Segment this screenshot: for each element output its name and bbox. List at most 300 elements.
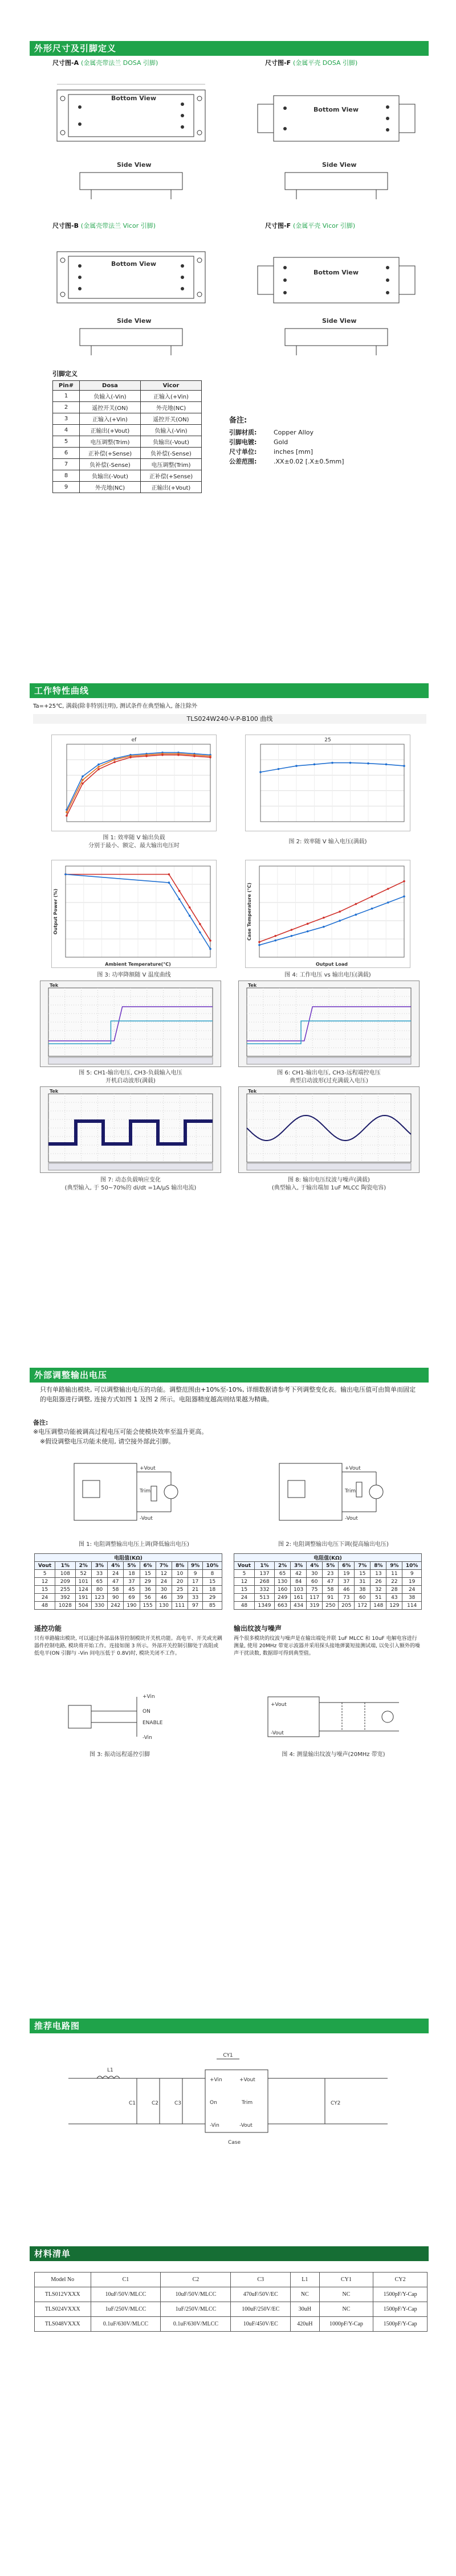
table-cell: 24	[35, 1594, 55, 1602]
data-point	[291, 935, 293, 937]
notes-row	[229, 457, 344, 466]
col-header: 1%	[254, 1562, 274, 1570]
data-point	[403, 880, 405, 883]
fig-a-title	[52, 58, 158, 68]
data-point	[355, 903, 357, 905]
table-cell: 1028	[55, 1602, 76, 1610]
bom-col-header: C2	[161, 2273, 231, 2287]
data-point	[97, 768, 100, 770]
table-cell: 15	[203, 1578, 222, 1586]
trim-up-schematic	[57, 1455, 205, 1529]
remote-vin-p: +Vin	[142, 1694, 155, 1700]
trim-up-trim: Trim	[140, 1488, 151, 1494]
table-row	[234, 1602, 422, 1610]
notes-value: Copper Alloy	[274, 429, 314, 436]
col-header: 7%	[156, 1562, 172, 1570]
fig-b-label: 尺寸图-B	[52, 222, 79, 229]
trim-fig2-caption: 图 2: 电阻调整输出电压下调(提高输出电压)	[278, 1541, 389, 1548]
table-cell: 56	[140, 1594, 156, 1602]
table-cell: 123	[91, 1594, 107, 1602]
ripple-schematic	[256, 1685, 410, 1748]
table-cell: 10	[172, 1570, 188, 1578]
table-cell: 103	[291, 1586, 307, 1594]
pin-definition-table	[52, 380, 202, 493]
bom-header-row	[35, 2273, 427, 2287]
bom-cell: NC	[319, 2302, 373, 2317]
data-point	[199, 923, 201, 925]
bom-cell: 420uH	[291, 2317, 320, 2332]
data-point	[82, 779, 84, 781]
table-cell: 43	[386, 1594, 402, 1602]
fig-a-note: (金属壳带法兰 DOSA 引脚)	[80, 59, 158, 67]
table-cell: 17	[188, 1578, 203, 1586]
pin-row	[53, 391, 202, 402]
outline-drawing-f	[251, 73, 422, 221]
ripple-vout-n: -Vout	[271, 1730, 284, 1736]
bom-col-header: CY1	[319, 2273, 373, 2287]
fig5-caption-line1: 图 5: CH1-输出电压, CH3-负载输入电压	[79, 1070, 182, 1076]
data-point	[189, 906, 191, 909]
trim-down-vout-p: +Vout	[345, 1466, 361, 1471]
fig-f2-note: (金属平壳 Vicor 引脚)	[292, 222, 356, 229]
fig1-caption	[51, 834, 217, 850]
pin-cell: 6	[53, 448, 80, 459]
data-point	[97, 766, 100, 768]
table-cell: 209	[55, 1578, 76, 1586]
data-point	[349, 762, 352, 764]
ripple-text: 两个很多模块的纹波与噪声是在输出端处并联 1uF MLCC 和 10uF 电解电容进行测量, 使用 20MHz 带宽示波器并采用探头接地弹簧短接测试端, 以免引入额外的噪声干扰读数, 数据即可得到典型值。	[234, 1636, 420, 1656]
table-cell: 15	[140, 1570, 156, 1578]
table-cell: 39	[172, 1594, 188, 1602]
table-cell: 21	[188, 1586, 203, 1594]
fig-f2-title	[265, 221, 355, 231]
pin-cell: 负补偿(-Sense)	[80, 459, 141, 470]
table-cell: 249	[275, 1594, 291, 1602]
data-point	[278, 768, 280, 770]
data-point	[168, 873, 170, 876]
fig1-caption-line1: 图 1: 效率随 V 输出负载	[103, 835, 165, 841]
table-cell: 25	[172, 1586, 188, 1594]
table-cell: 330	[91, 1602, 107, 1610]
scope-status-bar	[247, 1163, 411, 1170]
table-cell: 191	[75, 1594, 91, 1602]
data-point	[82, 782, 84, 785]
scope-status-bar	[48, 1163, 213, 1170]
bom-cell: NC	[319, 2287, 373, 2302]
col-header: 8%	[172, 1562, 188, 1570]
section-title-curves: 工作特性曲线	[30, 683, 429, 698]
data-point	[129, 756, 132, 758]
col-header: 5%	[323, 1562, 339, 1570]
table-cell: 160	[275, 1586, 291, 1594]
table-row	[234, 1586, 422, 1594]
pin-cell: 7	[53, 459, 80, 470]
recommended-circuit	[63, 2050, 393, 2147]
data-point	[64, 873, 67, 876]
pin-col-header: Pin#	[53, 381, 80, 391]
data-point	[403, 765, 405, 767]
bom-row	[35, 2302, 427, 2317]
bom-cell: 0.1uF/630V/MLCC	[161, 2317, 231, 2332]
data-point	[178, 890, 181, 892]
table-cell: 190	[124, 1602, 140, 1610]
data-point	[258, 941, 260, 944]
pin-cell: 2	[53, 402, 80, 413]
ripple-vout-p: +Vout	[271, 1702, 287, 1708]
table-cell: 114	[402, 1602, 422, 1610]
pin-row	[53, 448, 202, 459]
remote-schematic	[63, 1685, 177, 1748]
table-cell: 392	[55, 1594, 76, 1602]
table-cell: 9	[402, 1570, 422, 1578]
data-point	[331, 762, 333, 764]
pin-cell: 负输出(-Vout)	[80, 470, 141, 482]
data-point	[209, 948, 211, 950]
data-point	[209, 940, 211, 942]
notes-row	[229, 447, 344, 457]
pin-cell: 正输出(+Vout)	[80, 425, 141, 436]
table-cell: 37	[339, 1578, 355, 1586]
col-header: 4%	[307, 1562, 323, 1570]
data-point	[274, 935, 276, 937]
table-cell: 19	[339, 1570, 355, 1578]
table-cell: 38	[355, 1586, 370, 1594]
data-point	[355, 914, 357, 916]
bom-cell: 1uF/250V/MLCC	[91, 2302, 161, 2317]
fig8-caption	[238, 1176, 420, 1192]
table-cell: 12	[156, 1570, 172, 1578]
pin-cell: 负输入(-Vin)	[80, 391, 141, 402]
bom-col-header: CY2	[373, 2273, 427, 2287]
fig-b-title	[52, 221, 156, 231]
pin-cell: 遥控开关(ON)	[140, 413, 201, 425]
table-cell: 155	[140, 1602, 156, 1610]
table-cell: 60	[307, 1578, 323, 1586]
table-cell: 15	[35, 1586, 55, 1594]
col-header: 4%	[108, 1562, 124, 1570]
fig7-caption	[40, 1176, 221, 1192]
table-cell: 12	[35, 1578, 55, 1586]
x-axis-label: Ambient Temperature(°C)	[105, 962, 171, 967]
bom-cell: 1500pF/Y-Cap	[373, 2287, 427, 2302]
fig7-caption-line2: (典型输入, 于 50~70%的 di/dt =1A/μS 输出电流)	[64, 1185, 197, 1191]
data-point	[314, 764, 316, 766]
data-point	[387, 888, 389, 890]
notes-key: 尺寸单位:	[229, 448, 257, 456]
col-header: 1%	[55, 1562, 76, 1570]
circuit-vout-n: -Vout	[239, 2123, 253, 2128]
outline-notes	[229, 416, 344, 466]
notes-key: 公差范围:	[229, 458, 257, 465]
col-header: 10%	[203, 1562, 222, 1570]
fig6-caption-line2: 典型启动波形(过充满载入电压)	[290, 1078, 368, 1084]
table-header-row	[234, 1562, 422, 1570]
pin-cell: 正补偿(+Sense)	[140, 470, 201, 482]
pin-cell: 4	[53, 425, 80, 436]
remote-text: 只有单路输出模块, 可以通过外部晶体管控制模块开关机功能。高电平、开关或光耦器件控制电路, 模块将开始工作。连接如图 3 所示。外部开关控制引脚处于高阻或低电平(ON 引脚与 -Vin 间电压低于 0.8V)时, 模块关闭不工作。	[34, 1636, 222, 1656]
bottom-view-a: Bottom View	[111, 95, 157, 102]
table-cell: 504	[75, 1602, 91, 1610]
bom-cell: 10uF/450V/EC	[231, 2317, 291, 2332]
trim-down-trim: Trim	[345, 1488, 356, 1494]
pin-cell: 5	[53, 436, 80, 448]
table-cell: 8	[203, 1570, 222, 1578]
y-axis-label: Output Power (%)	[53, 888, 58, 935]
table-cell: 20	[172, 1578, 188, 1586]
data-point	[371, 896, 373, 898]
table-cell: 117	[307, 1594, 323, 1602]
circuit-trim: Trim	[242, 2100, 253, 2106]
data-point	[209, 756, 211, 758]
scope-brand: Tek	[248, 1089, 257, 1094]
fig-f-title	[265, 58, 357, 68]
section-title-bom: 材料清单	[30, 2246, 429, 2261]
data-point	[193, 755, 196, 757]
pin-cell: 负输出(-Vout)	[140, 436, 201, 448]
circuit-on: On	[210, 2100, 217, 2106]
data-point	[371, 908, 373, 910]
bom-cell: 1500pF/Y-Cap	[373, 2302, 427, 2317]
table-cell: 205	[339, 1602, 355, 1610]
notes-value: .XX±0.02 [.X±0.5mm]	[274, 458, 344, 465]
data-point	[403, 896, 405, 898]
circuit-c1: C1	[129, 2101, 136, 2106]
pin-cell: 9	[53, 482, 80, 493]
trim-down-table-title: 电阻值(KΩ)	[234, 1554, 422, 1562]
table-row	[35, 1602, 222, 1610]
table-row	[234, 1578, 422, 1586]
oscilloscope-remote	[238, 981, 420, 1067]
bom-cell: TLS048VXXX	[35, 2317, 91, 2332]
col-header: 2%	[75, 1562, 91, 1570]
bom-cell: 0.1uF/630V/MLCC	[91, 2317, 161, 2332]
col-header: 5%	[124, 1562, 140, 1570]
table-cell: 434	[291, 1602, 307, 1610]
table-cell: 51	[370, 1594, 386, 1602]
fig5-caption-line2: 开机启动波形(满载)	[105, 1078, 156, 1084]
trim-paragraph: 只有单路输出模块, 可以调整输出电压的功能。调整范围由+10%至-10%, 详细数据请参考下列调整变化表。输出电压值可由简单而固定的电阻器进行调整, 连接方式如图 1 及图 2 所示。电阻器精度越高则结果越为精确。	[40, 1386, 416, 1403]
notes-key: 引脚材质:	[229, 429, 257, 436]
col-header: 9%	[386, 1562, 402, 1570]
col-header: Vout	[234, 1562, 255, 1570]
table-cell: 37	[124, 1578, 140, 1586]
fig-f2-label: 尺寸图-F	[265, 222, 291, 229]
trim-note-title: 备注:	[33, 1419, 48, 1426]
data-point	[323, 917, 325, 919]
table-cell: 332	[254, 1586, 274, 1594]
data-point	[97, 764, 100, 766]
x-axis-label: Output Load	[315, 962, 348, 967]
notes-value: Gold	[274, 438, 288, 446]
table-cell: 9	[188, 1570, 203, 1578]
pin-cell: 外壳地(NC)	[140, 402, 201, 413]
remote-on: ON	[142, 1709, 150, 1714]
table-cell: 90	[108, 1594, 124, 1602]
table-cell: 69	[124, 1594, 140, 1602]
plot-derating	[51, 860, 217, 968]
table-cell: 33	[188, 1594, 203, 1602]
oscilloscope-ripple	[238, 1086, 420, 1173]
fig-f-note: (金属平壳 DOSA 引脚)	[292, 59, 358, 67]
col-header: 9%	[188, 1562, 203, 1570]
bottom-view-f: Bottom View	[314, 106, 359, 113]
col-header: 2%	[275, 1562, 291, 1570]
table-cell: 30	[307, 1570, 323, 1578]
pin-cell: 遥控开关(ON)	[80, 402, 141, 413]
remote-enable: ENABLE	[142, 1720, 163, 1726]
circuit-c3: C3	[174, 2101, 182, 2106]
bom-cell: 10uF/50V/MLCC	[161, 2287, 231, 2302]
pin-cell: 正输入(+Vin)	[80, 413, 141, 425]
scope-status-bar	[247, 1057, 411, 1064]
table-cell: 47	[108, 1578, 124, 1586]
plot-title: 25	[324, 737, 331, 743]
y-axis-label: Case Temperature (°C)	[247, 883, 252, 941]
col-header: 3%	[291, 1562, 307, 1570]
scope-brand: Tek	[50, 983, 59, 988]
table-cell: 319	[307, 1602, 323, 1610]
data-point	[178, 898, 181, 900]
circuit-case: Case	[228, 2140, 241, 2146]
scope-brand: Tek	[248, 983, 257, 988]
trim-down-schematic	[262, 1455, 410, 1529]
col-header: 6%	[140, 1562, 156, 1570]
fig8-caption-line2: (典型输入, 于输出端加 1uF MLCC 陶瓷电容)	[271, 1185, 386, 1191]
table-cell: 124	[75, 1586, 91, 1594]
table-cell: 47	[323, 1578, 339, 1586]
bom-cell: 10uF/50V/MLCC	[91, 2287, 161, 2302]
table-cell: 84	[291, 1578, 307, 1586]
table-cell: 13	[370, 1570, 386, 1578]
data-point	[113, 761, 116, 764]
circuit-vout-p: +Vout	[239, 2077, 255, 2083]
table-cell: 36	[140, 1586, 156, 1594]
trim-up-vout-p: +Vout	[140, 1466, 156, 1471]
pin-cell: 正输入(+Vin)	[140, 391, 201, 402]
outline-drawing-f2	[251, 235, 422, 366]
table-cell: 250	[323, 1602, 339, 1610]
trim-fig1-caption: 图 1: 电阻调整输出电压上调(降低输出电压)	[79, 1541, 189, 1548]
table-cell: 15	[234, 1586, 255, 1594]
table-cell: 80	[91, 1586, 107, 1594]
trim-up-table	[34, 1553, 222, 1610]
data-point	[387, 901, 389, 904]
data-point	[307, 923, 309, 925]
table-cell: 108	[55, 1570, 76, 1578]
data-point	[258, 944, 260, 946]
circuit-vin-p: +Vin	[210, 2077, 222, 2083]
table-cell: 22	[386, 1578, 402, 1586]
fig-f-label: 尺寸图-F	[265, 59, 291, 67]
table-cell: 255	[55, 1586, 76, 1594]
bom-col-header: C1	[91, 2273, 161, 2287]
notes-value: inches [mm]	[274, 448, 314, 456]
oscilloscope-transient	[40, 1086, 221, 1173]
table-row	[35, 1586, 222, 1594]
fig6-caption-line1: 图 6: CH1-输出电压, CH3-远程端控电压	[277, 1070, 381, 1076]
side-view-a: Side View	[117, 161, 152, 169]
pin-col-header: Vicor	[140, 381, 201, 391]
table-cell: 97	[188, 1602, 203, 1610]
table-cell: 30	[156, 1586, 172, 1594]
bom-row	[35, 2287, 427, 2302]
bom-cell: 1uF/250V/MLCC	[161, 2302, 231, 2317]
circuit-vin-n: -Vin	[210, 2123, 219, 2128]
table-cell: 19	[402, 1578, 422, 1586]
table-cell: 5	[234, 1570, 255, 1578]
table-cell: 85	[203, 1602, 222, 1610]
col-header: 3%	[91, 1562, 107, 1570]
data-point	[291, 929, 293, 931]
pin-row	[53, 413, 202, 425]
table-cell: 12	[234, 1578, 255, 1586]
pin-cell: 负补偿(-Sense)	[140, 448, 201, 459]
data-point	[145, 755, 148, 757]
table-cell: 11	[386, 1570, 402, 1578]
remote-vin-n: -Vin	[142, 1735, 152, 1741]
pin-row	[53, 436, 202, 448]
table-cell: 18	[124, 1570, 140, 1578]
table-cell: 137	[254, 1570, 274, 1578]
bom-row	[35, 2317, 427, 2332]
table-cell: 268	[254, 1578, 274, 1586]
col-header: 7%	[355, 1562, 370, 1570]
notes-title: 备注:	[229, 416, 247, 425]
pin-cell: 电压调整(Trim)	[140, 459, 201, 470]
trim-down-table	[234, 1553, 422, 1610]
table-cell: 1349	[254, 1602, 274, 1610]
data-point	[66, 815, 68, 817]
col-header: 10%	[402, 1562, 422, 1570]
pin-cell: 正输出(+Vout)	[140, 482, 201, 493]
bom-cell: NC	[291, 2287, 320, 2302]
table-cell: 31	[355, 1578, 370, 1586]
data-point	[295, 765, 298, 767]
pin-cell: 负输入(-Vin)	[140, 425, 201, 436]
trim-up-vout-n: -Vout	[140, 1516, 153, 1521]
data-point	[259, 771, 262, 773]
table-cell: 29	[203, 1594, 222, 1602]
circuit-c2: C2	[152, 2101, 159, 2106]
ripple-title: 输出纹波与噪声	[234, 1625, 282, 1632]
table-cell: 24	[156, 1578, 172, 1586]
table-row	[234, 1570, 422, 1578]
trim-fig4-caption: 图 4: 测量输出纹波与噪声(20MHz 带宽)	[282, 1751, 385, 1758]
plot-efficiency-load	[51, 735, 217, 831]
col-header: Vout	[35, 1562, 55, 1570]
table-cell: 38	[402, 1594, 422, 1602]
remote-title: 遥控功能	[34, 1625, 62, 1632]
table-cell: 26	[370, 1578, 386, 1586]
plot-title: ef	[131, 737, 137, 743]
table-cell: 29	[140, 1578, 156, 1586]
bom-col-header: Model No	[35, 2273, 91, 2287]
trim-note-1: ※电压调整功能被调高过程电压可能会使模块效率至温升更高。	[33, 1428, 208, 1435]
table-cell: 24	[402, 1586, 422, 1594]
table-cell: 242	[108, 1602, 124, 1610]
side-view-f: Side View	[322, 161, 357, 169]
table-cell: 513	[254, 1594, 274, 1602]
pin-cell: 3	[53, 413, 80, 425]
data-point	[307, 930, 309, 933]
pin-row	[53, 482, 202, 493]
table-cell: 46	[339, 1586, 355, 1594]
bottom-view-b: Bottom View	[111, 260, 157, 268]
side-view-b: Side View	[117, 317, 152, 325]
table-row	[35, 1570, 222, 1578]
table-header-row	[35, 1562, 222, 1570]
fig-b-note: (金属壳带法兰 Vicor 引脚)	[80, 222, 156, 229]
